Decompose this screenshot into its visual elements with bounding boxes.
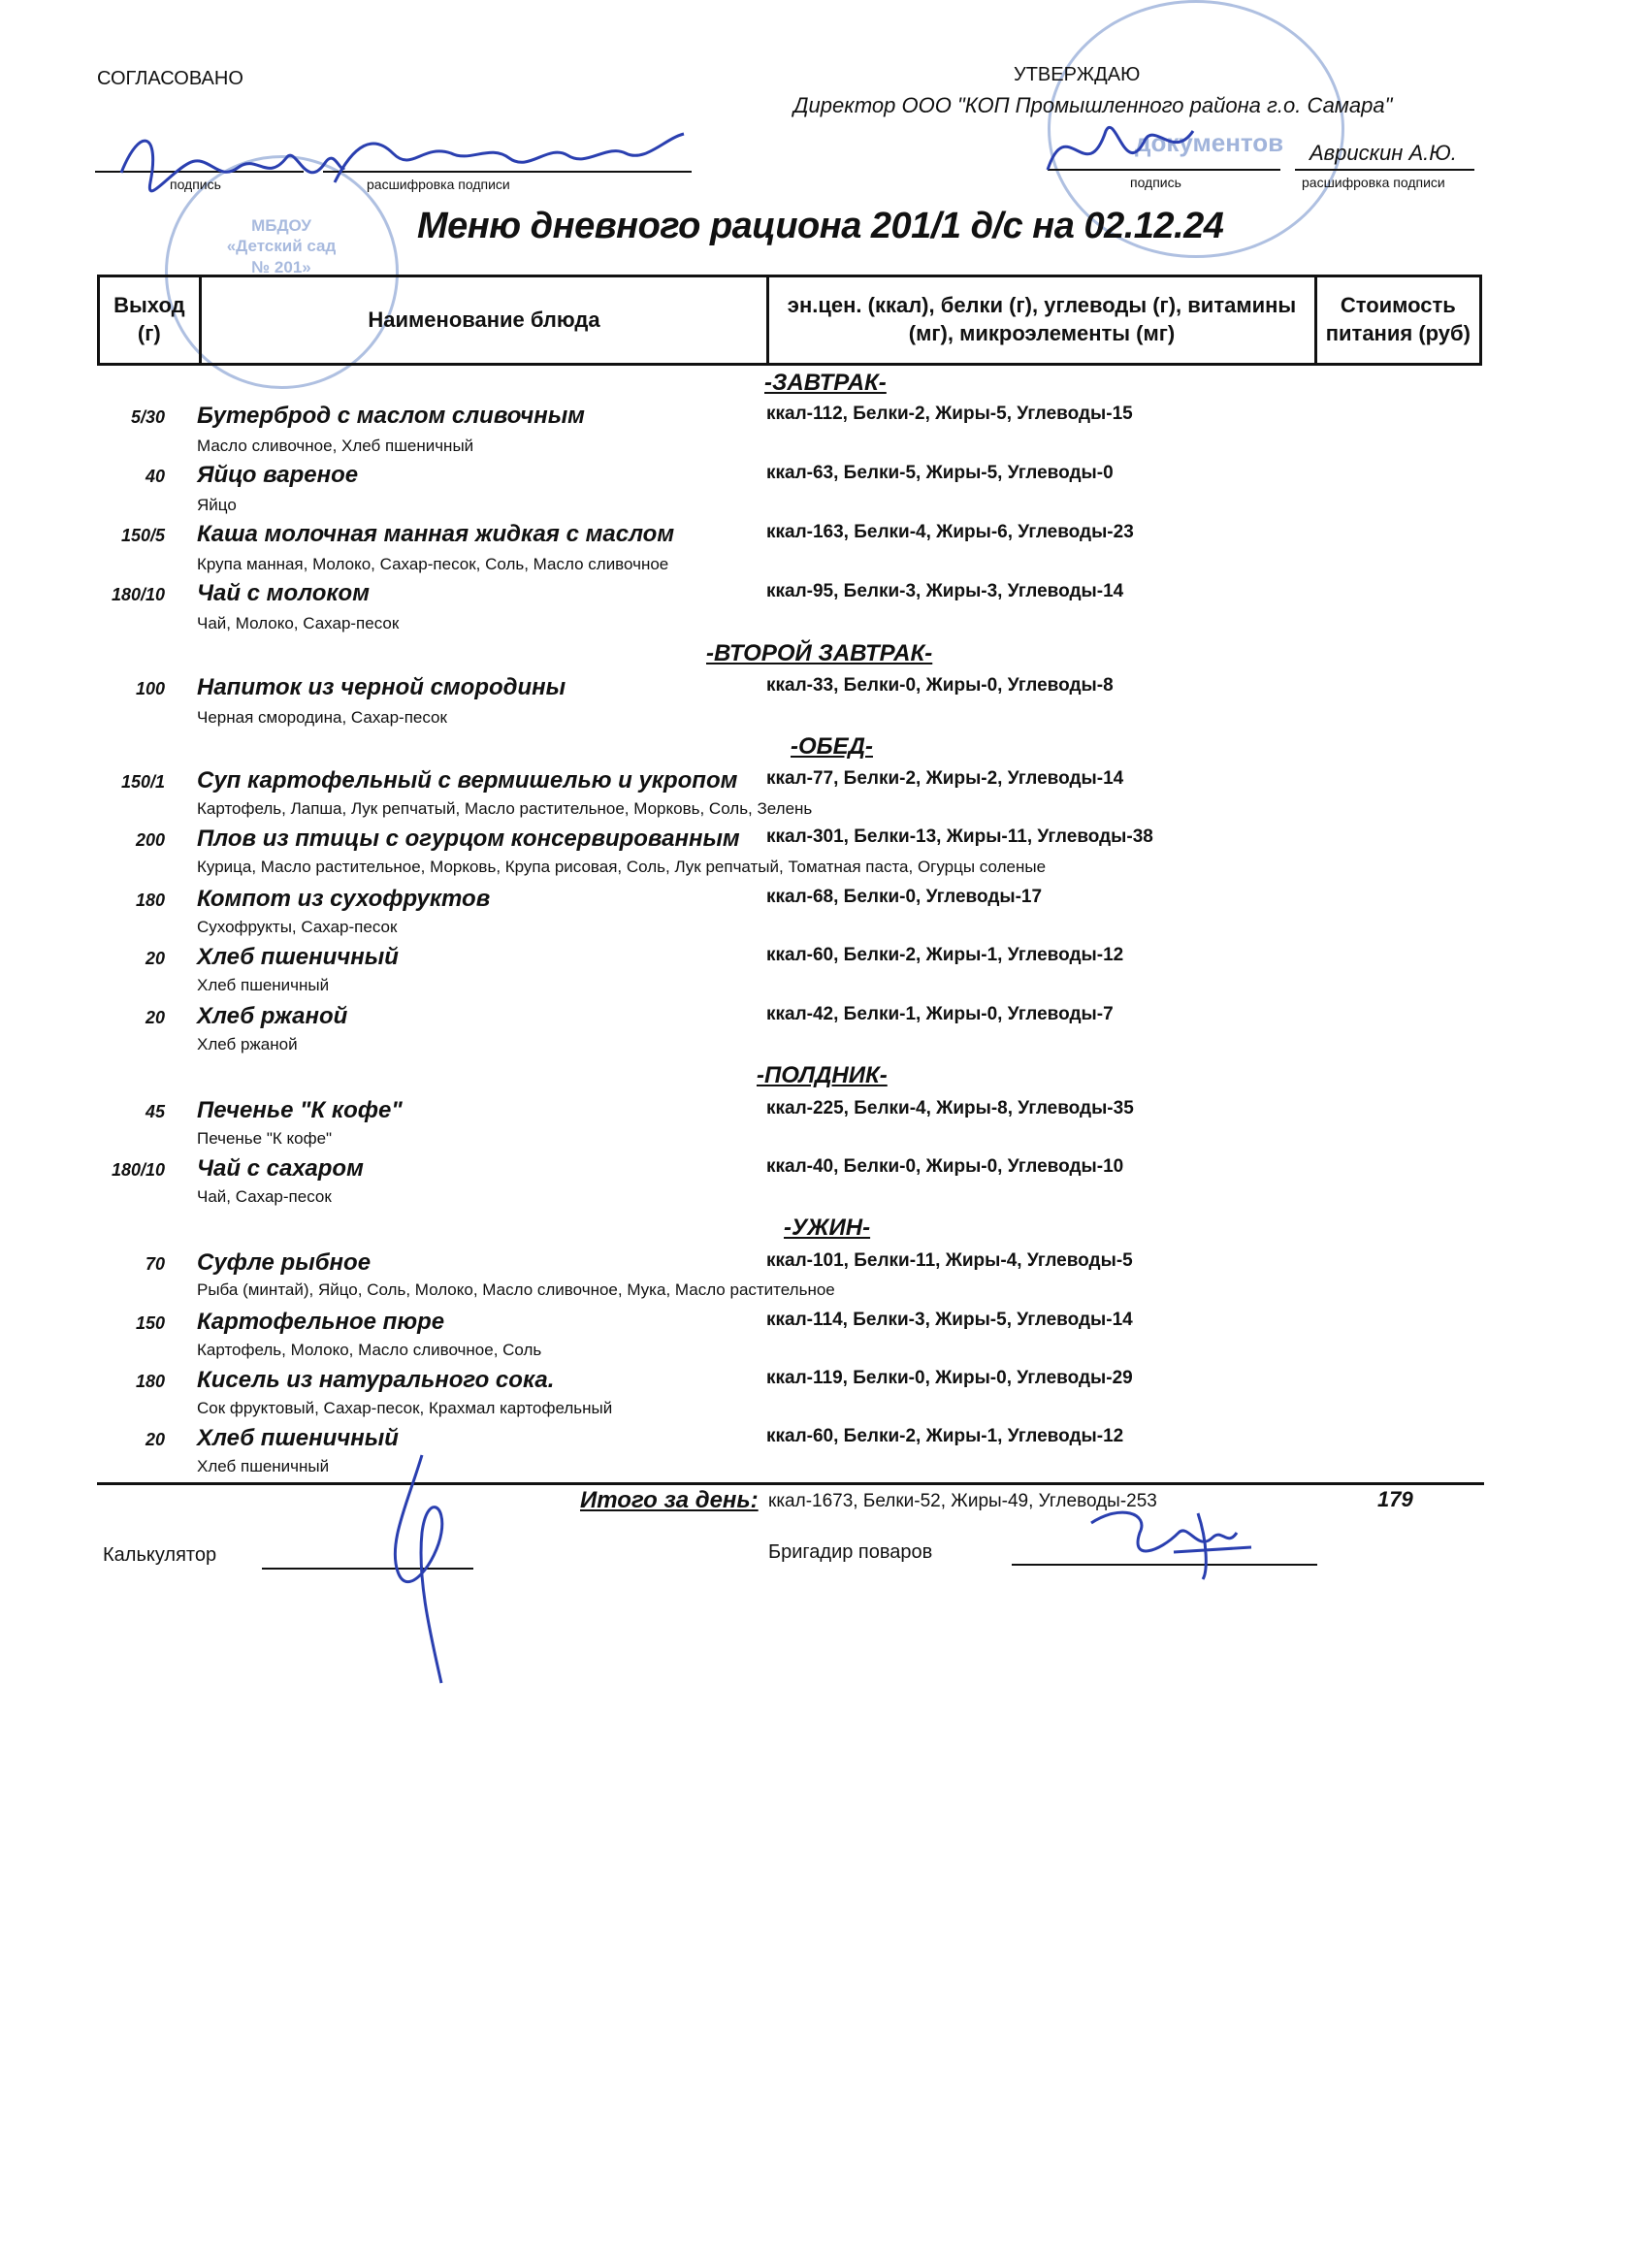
item-nutrition: ккал-112, Белки-2, Жиры-5, Углеводы-15 bbox=[766, 404, 1133, 424]
item-nutrition: ккал-101, Белки-11, Жиры-4, Углеводы-5 bbox=[766, 1250, 1133, 1271]
item-weight: 5/30 bbox=[130, 407, 165, 427]
item-name: Суфле рыбное bbox=[197, 1249, 372, 1276]
total-cost: 179 bbox=[1377, 1487, 1413, 1511]
item-name: Хлеб ржаной bbox=[197, 1003, 348, 1029]
stamp-right-text: документов bbox=[1135, 128, 1284, 157]
item-weight: 200 bbox=[135, 830, 165, 850]
left-sign-label: подпись bbox=[170, 177, 221, 192]
item-ingredients: Масло сливочное, Хлеб пшеничный bbox=[197, 437, 474, 455]
item-name: Чай с сахаром bbox=[197, 1155, 364, 1182]
total-divider bbox=[97, 1482, 1484, 1485]
item-ingredients: Яйцо bbox=[197, 496, 237, 514]
item-ingredients: Черная смородина, Сахар-песок bbox=[197, 708, 447, 727]
item-ingredients: Чай, Сахар-песок bbox=[197, 1187, 332, 1206]
chef-label: Бригадир поваров bbox=[768, 1541, 933, 1563]
item-ingredients: Хлеб ржаной bbox=[197, 1035, 298, 1053]
item-weight: 100 bbox=[135, 679, 165, 698]
item-name: Чай с молоком bbox=[197, 580, 370, 606]
item-nutrition: ккал-119, Белки-0, Жиры-0, Углеводы-29 bbox=[766, 1368, 1133, 1388]
item-weight: 150/5 bbox=[120, 526, 165, 545]
item-name: Печенье "К кофе" bbox=[197, 1097, 403, 1123]
right-decode-label: расшифровка подписи bbox=[1302, 175, 1445, 190]
item-ingredients: Сухофрукты, Сахар-песок bbox=[197, 918, 398, 936]
section-title-breakfast: -ЗАВТРАК- bbox=[764, 370, 887, 396]
item-weight: 20 bbox=[145, 1430, 165, 1449]
right-sign-label: подпись bbox=[1130, 175, 1181, 190]
stamp-line: «Детский сад bbox=[226, 237, 337, 256]
item-nutrition: ккал-40, Белки-0, Жиры-0, Углеводы-10 bbox=[766, 1156, 1124, 1177]
left-decode-label: расшифровка подписи bbox=[367, 177, 510, 192]
item-name: Хлеб пшеничный bbox=[197, 944, 399, 970]
item-ingredients: Картофель, Лапша, Лук репчатый, Масло растительное, Морковь, Соль, Зелень bbox=[197, 799, 813, 818]
item-ingredients: Курица, Масло растительное, Морковь, Крупа рисовая, Соль, Лук репчатый, Томатная паста, Огурцы соленые bbox=[197, 858, 1047, 876]
column-nutrition-header: эн.цен. (ккал), белки (г), углеводы (г), витамины (мг), микроэлементы (мг) bbox=[768, 276, 1315, 365]
item-ingredients: Картофель, Молоко, Масло сливочное, Соль bbox=[197, 1341, 542, 1359]
item-nutrition: ккал-95, Белки-3, Жиры-3, Углеводы-14 bbox=[766, 581, 1124, 601]
item-name: Суп картофельный с вермишелью и укропом bbox=[197, 767, 738, 794]
section-title-lunch: -ОБЕД- bbox=[791, 733, 873, 760]
page-title: Меню дневного рациона 201/1 д/с на 02.12.24 bbox=[417, 206, 1224, 246]
signature-right bbox=[1038, 102, 1203, 199]
item-weight: 20 bbox=[145, 1008, 165, 1027]
item-weight: 180/10 bbox=[111, 1160, 165, 1180]
item-nutrition: ккал-114, Белки-3, Жиры-5, Углеводы-14 bbox=[766, 1310, 1133, 1330]
item-name: Бутерброд с маслом сливочным bbox=[197, 403, 585, 429]
item-ingredients: Хлеб пшеничный bbox=[197, 1457, 330, 1475]
section-title-second-breakfast: -ВТОРОЙ ЗАВТРАК- bbox=[706, 640, 933, 666]
total-nutrition: ккал-1673, Белки-52, Жиры-49, Углеводы-253 bbox=[768, 1491, 1157, 1511]
signature-chef bbox=[1082, 1494, 1256, 1581]
section-title-dinner: -УЖИН- bbox=[784, 1215, 871, 1241]
approve-label: УТВЕРЖДАЮ bbox=[1014, 64, 1141, 85]
item-name: Плов из птицы с огурцом консервированным bbox=[197, 826, 740, 852]
item-name: Напиток из черной смородины bbox=[197, 674, 566, 700]
item-ingredients: Чай, Молоко, Сахар-песок bbox=[197, 614, 400, 632]
item-nutrition: ккал-60, Белки-2, Жиры-1, Углеводы-12 bbox=[766, 945, 1124, 965]
item-weight: 150 bbox=[135, 1313, 165, 1333]
column-weight-header: Выход (г) bbox=[99, 276, 201, 365]
signature-calculator bbox=[369, 1445, 475, 1688]
item-weight: 180 bbox=[135, 891, 165, 910]
right-decode-line bbox=[1295, 169, 1474, 171]
stamp-line: № 201» bbox=[251, 257, 311, 276]
item-weight: 150/1 bbox=[120, 772, 165, 792]
director-name: Аврискин А.Ю. bbox=[1310, 141, 1457, 165]
item-nutrition: ккал-68, Белки-0, Углеводы-17 bbox=[766, 887, 1043, 907]
item-weight: 45 bbox=[145, 1102, 165, 1121]
item-name: Картофельное пюре bbox=[197, 1309, 445, 1335]
item-ingredients: Крупа манная, Молоко, Сахар-песок, Соль, Масло сливочное bbox=[197, 555, 669, 573]
menu-table-header bbox=[97, 275, 1482, 366]
item-name: Компот из сухофруктов bbox=[197, 886, 491, 912]
item-weight: 180/10 bbox=[111, 585, 165, 604]
section-title-afternoon-snack: -ПОЛДНИК- bbox=[757, 1062, 888, 1088]
total-label: Итого за день: bbox=[580, 1487, 759, 1513]
item-weight: 180 bbox=[135, 1372, 165, 1391]
item-name: Яйцо вареное bbox=[197, 462, 359, 488]
item-name: Хлеб пшеничный bbox=[197, 1425, 399, 1451]
item-nutrition: ккал-163, Белки-4, Жиры-6, Углеводы-23 bbox=[766, 522, 1134, 542]
item-nutrition: ккал-63, Белки-5, Жиры-5, Углеводы-0 bbox=[766, 463, 1114, 483]
director-title: Директор ООО "КОП Промышленного района г.о. Самара" bbox=[793, 93, 1393, 117]
item-nutrition: ккал-33, Белки-0, Жиры-0, Углеводы-8 bbox=[766, 675, 1114, 696]
item-nutrition: ккал-225, Белки-4, Жиры-8, Углеводы-35 bbox=[766, 1098, 1134, 1118]
item-weight: 40 bbox=[145, 467, 165, 486]
item-nutrition: ккал-60, Белки-2, Жиры-1, Углеводы-12 bbox=[766, 1426, 1124, 1446]
stamp-line: МБДОУ bbox=[251, 216, 311, 235]
calculator-label: Калькулятор bbox=[103, 1544, 217, 1566]
item-nutrition: ккал-301, Белки-13, Жиры-11, Углеводы-38 bbox=[766, 826, 1153, 847]
item-ingredients: Сок фруктовый, Сахар-песок, Крахмал картофельный bbox=[197, 1399, 613, 1417]
item-name: Кисель из натурального сока. bbox=[197, 1367, 555, 1393]
item-weight: 20 bbox=[145, 949, 165, 968]
item-weight: 70 bbox=[145, 1254, 165, 1274]
item-nutrition: ккал-77, Белки-2, Жиры-2, Углеводы-14 bbox=[766, 768, 1124, 789]
item-nutrition: ккал-42, Белки-1, Жиры-0, Углеводы-7 bbox=[766, 1004, 1114, 1024]
item-ingredients: Рыба (минтай), Яйцо, Соль, Молоко, Масло сливочное, Мука, Масло растительное bbox=[197, 1280, 835, 1299]
item-ingredients: Хлеб пшеничный bbox=[197, 976, 330, 994]
item-ingredients: Печенье "К кофе" bbox=[197, 1129, 333, 1148]
stamp-left-text bbox=[223, 215, 340, 277]
column-dish-header: Наименование блюда bbox=[200, 276, 768, 365]
agreed-label: СОГЛАСОВАНО bbox=[97, 68, 243, 89]
column-cost-header: Стоимость питания (руб) bbox=[1315, 276, 1480, 365]
item-name: Каша молочная манная жидкая с маслом bbox=[197, 521, 675, 547]
